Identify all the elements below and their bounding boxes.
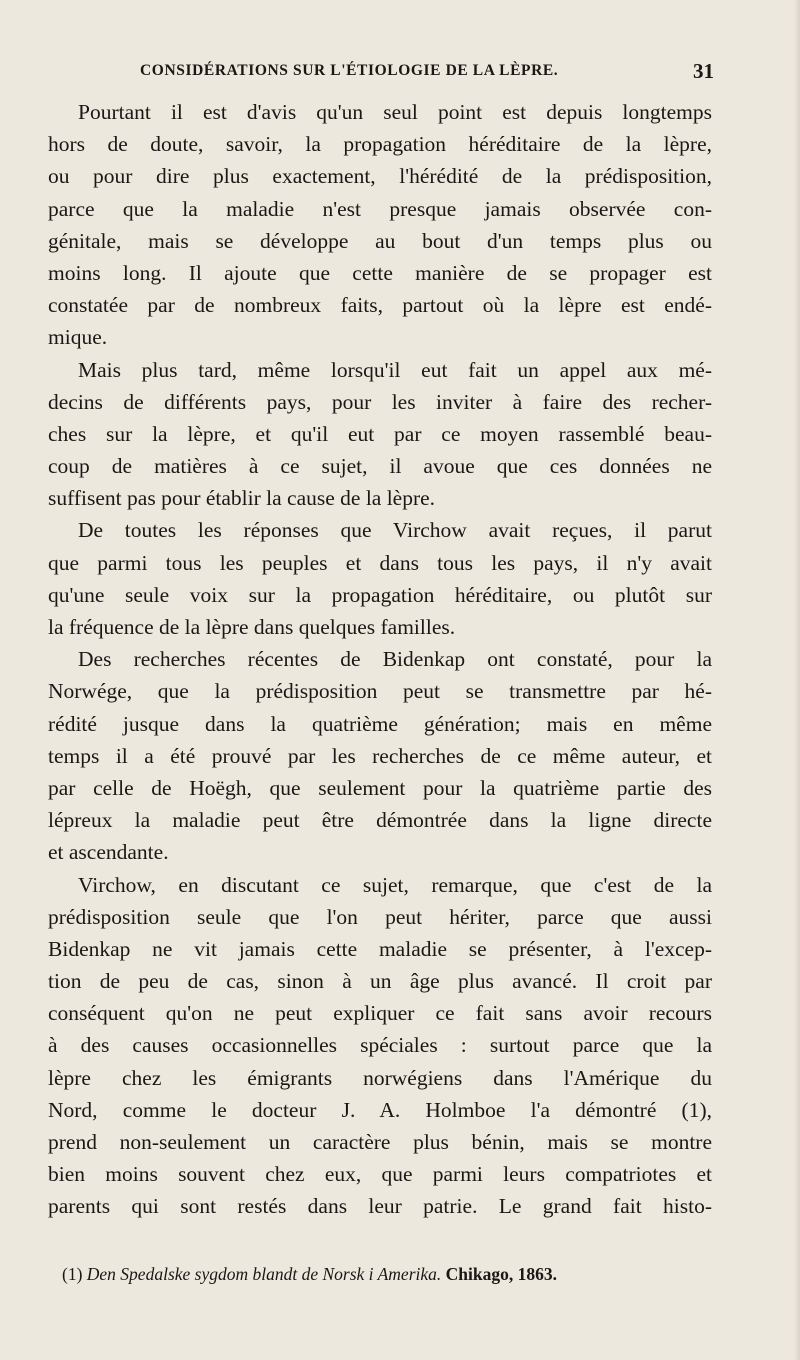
text-line: lépreux la maladie peut être démontrée dans la ligne directe <box>48 808 712 833</box>
page-edge-shadow <box>794 0 800 1360</box>
text-line: ches sur la lèpre, et qu'il eut par ce moyen rassemblé beau- <box>48 421 712 446</box>
text-line: Norwége, que la prédisposition peut se transmettre par hé- <box>48 679 712 704</box>
text-line: mique. <box>48 325 108 350</box>
text-line: Virchow, en discutant ce sujet, remarque, que c'est de la <box>78 872 712 897</box>
text-line: génitale, mais se développe au bout d'un temps plus ou <box>48 228 712 253</box>
text-line: et ascendante. <box>48 840 169 865</box>
body-text <box>48 96 712 1223</box>
text-line: rédité jusque dans la quatrième génération; mais en même <box>48 711 712 736</box>
text-line: que parmi tous les peuples et dans tous les pays, il n'y avait <box>48 550 712 575</box>
text-line: ou pour dire plus exactement, l'hérédité de la prédisposition, <box>48 164 712 189</box>
text-line: Pourtant il est d'avis qu'un seul point est depuis longtemps <box>78 100 712 124</box>
text-line: bien moins souvent chez eux, que parmi leurs compatriotes et <box>48 1162 712 1187</box>
text-line: tion de peu de cas, sinon à un âge plus avancé. Il croit par <box>48 969 712 994</box>
text-line: constatée par de nombreux faits, partout où la lèpre est endé- <box>48 293 712 318</box>
text-line: à des causes occasionnelles spéciales : surtout parce que la <box>48 1033 712 1058</box>
running-head <box>140 59 714 86</box>
text-line: decins de différents pays, pour les inviter à faire des recher- <box>48 389 712 414</box>
text-line: De toutes les réponses que Virchow avait reçues, il parut <box>78 518 712 543</box>
page-number: 31 <box>693 59 714 83</box>
text-line: par celle de Hoëgh, que seulement pour la quatrième partie des <box>48 775 712 800</box>
running-title: CONSIDÉRATIONS SUR L'ÉTIOLOGIE DE LA LÈPRE. <box>140 62 559 79</box>
text-line: prédisposition seule que l'on peut hériter, parce que aussi <box>48 904 712 929</box>
text-line: qu'une seule voix sur la propagation héréditaire, ou plutôt sur <box>48 582 712 607</box>
text-line: Mais plus tard, même lorsqu'il eut fait un appel aux mé- <box>78 357 712 382</box>
footnote-title: Den Spedalske sygdom blandt de Norsk i Amerika. <box>86 1264 442 1284</box>
text-line: Bidenkap ne vit jamais cette maladie se présenter, à l'excep- <box>48 936 712 961</box>
text-line: temps il a été prouvé par les recherches de ce même auteur, et <box>48 743 712 768</box>
text-line: Des recherches récentes de Bidenkap ont constaté, pour la <box>78 647 712 672</box>
text-line: moins long. Il ajoute que cette manière de se propager est <box>48 260 712 285</box>
text-line: suffisent pas pour établir la cause de la lèpre. <box>48 486 436 511</box>
footnote-place-year: Chikago, 1863. <box>445 1264 557 1284</box>
text-line: hors de doute, savoir, la propagation héréditaire de la lèpre, <box>48 132 712 157</box>
footnote-marker: (1) <box>62 1264 83 1284</box>
footnote <box>62 1264 692 1285</box>
text-line: conséquent qu'on ne peut expliquer ce fait sans avoir recours <box>48 1001 712 1026</box>
text-line: parents qui sont restés dans leur patrie. Le grand fait histo- <box>48 1194 712 1219</box>
text-line: la fréquence de la lèpre dans quelques familles. <box>48 615 456 639</box>
text-line: Nord, comme le docteur J. A. Holmboe l'a démontré (1), <box>48 1097 712 1122</box>
text-line: lèpre chez les émigrants norwégiens dans l'Amérique du <box>48 1065 712 1090</box>
text-line: parce que la maladie n'est presque jamais observée con- <box>48 196 712 221</box>
text-line: prend non-seulement un caractère plus bénin, mais se montre <box>48 1130 712 1154</box>
text-line: coup de matières à ce sujet, il avoue que ces données ne <box>48 454 712 479</box>
